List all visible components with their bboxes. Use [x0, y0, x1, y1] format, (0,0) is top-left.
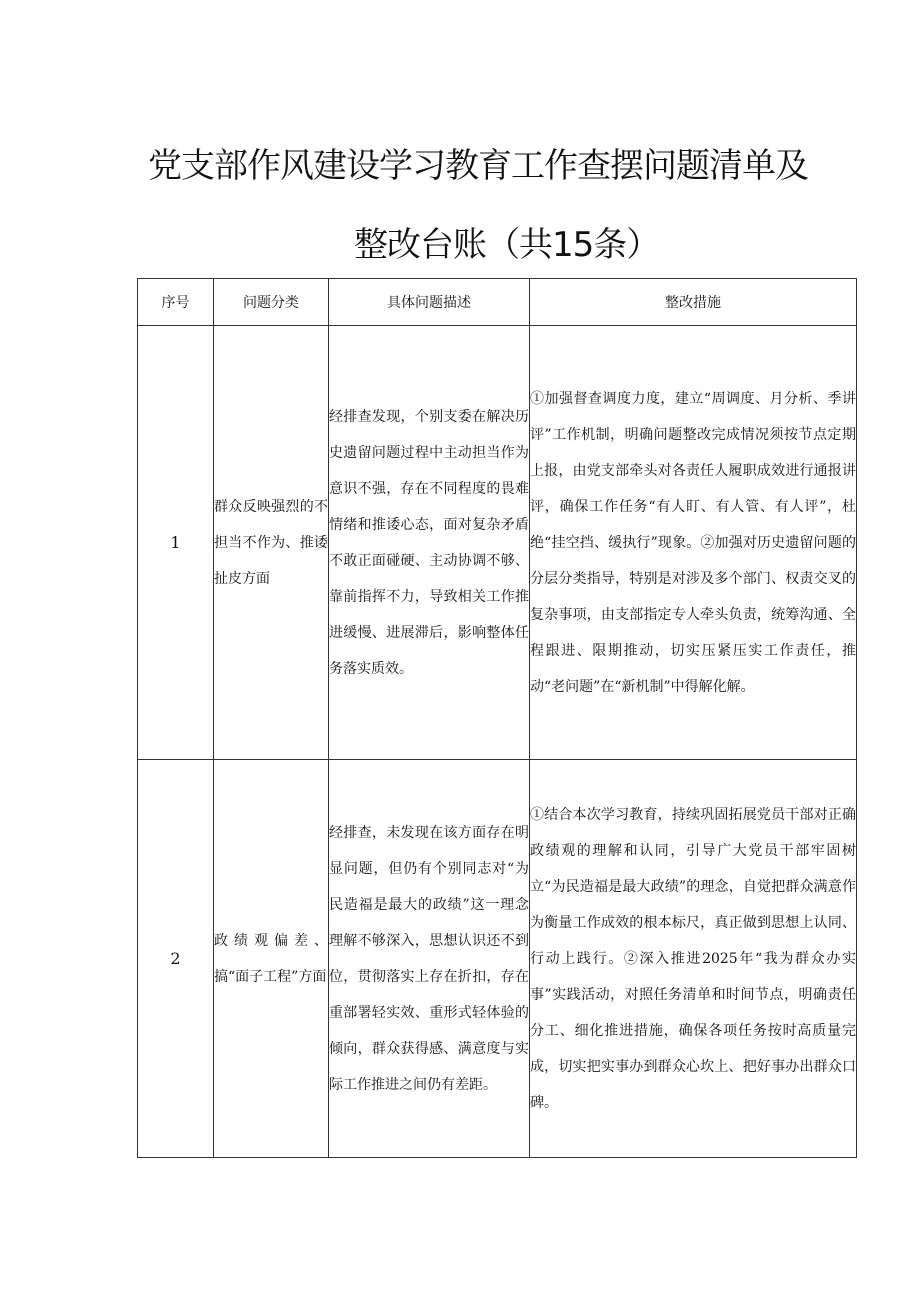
row-category: 政绩观偏差、搞“面子工程”方面: [214, 760, 329, 1158]
row-measures: ①加强督查调度力度，建立“周调度、月分析、季讲评”工作机制，明确问题整改完成情况须按节点定期上报，由党支部牵头对各责任人履职成效进行通报讲评，确保工作任务“有人盯、有人管、有人评”，杜绝“挂空挡、缓执行”现象。②加强对历史遗留问题的分层分类指导，特别是对涉及多个部门、权责交叉的复杂事项，由支部指定专人牵头负责，统筹沟通、全程跟进、限期推动，切实压紧压实工作责任，推动“老问题”在“新机制”中得解化解。: [530, 326, 857, 760]
problem-ledger-table: [137, 278, 857, 1158]
row-number: 1: [138, 326, 214, 760]
table-row: [138, 326, 857, 760]
header-category: 问题分类: [214, 279, 329, 326]
row-measures: ①结合本次学习教育，持续巩固拓展党员干部对正确政绩观的理解和认同，引导广大党员干部牢固树立“为民造福是最大政绩”的理念，自觉把群众满意作为衡量工作成效的根本标尺，真正做到思想上认同、行动上践行。②深入推进2025年“我为群众办实事”实践活动，对照任务清单和时间节点，明确责任分工、细化推进措施，确保各项任务按时高质量完成，切实把实事办到群众心坎上、把好事办出群众口碑。: [530, 760, 857, 1158]
document-title-line-1: 党支部作风建设学习教育工作查摆问题清单及: [148, 146, 808, 186]
table-row: [138, 760, 857, 1158]
table-header-row: [138, 279, 857, 326]
header-measures: 整改措施: [530, 279, 857, 326]
row-number: 2: [138, 760, 214, 1158]
row-category: 群众反映强烈的不担当不作为、推诿扯皮方面: [214, 326, 329, 760]
row-description: 经排查，未发现在该方面存在明显问题，但仍有个别同志对“为民造福是最大的政绩”这一理念理解不够深入，思想认识还不到位，贯彻落实上存在折扣，存在重部署轻实效、重形式轻体验的倾向，群众获得感、满意度与实际工作推进之间仍有差距。: [329, 760, 530, 1158]
header-description: 具体问题描述: [329, 279, 530, 326]
document-title-line-2: 整改台账（共15条）: [354, 225, 660, 265]
row-description: 经排查发现，个别支委在解决历史遗留问题过程中主动担当作为意识不强，存在不同程度的畏难情绪和推诿心态，面对复杂矛盾不敢正面碰硬、主动协调不够、靠前指挥不力，导致相关工作推进缓慢、进展滞后，影响整体任务落实质效。: [329, 326, 530, 760]
header-no: 序号: [138, 279, 214, 326]
